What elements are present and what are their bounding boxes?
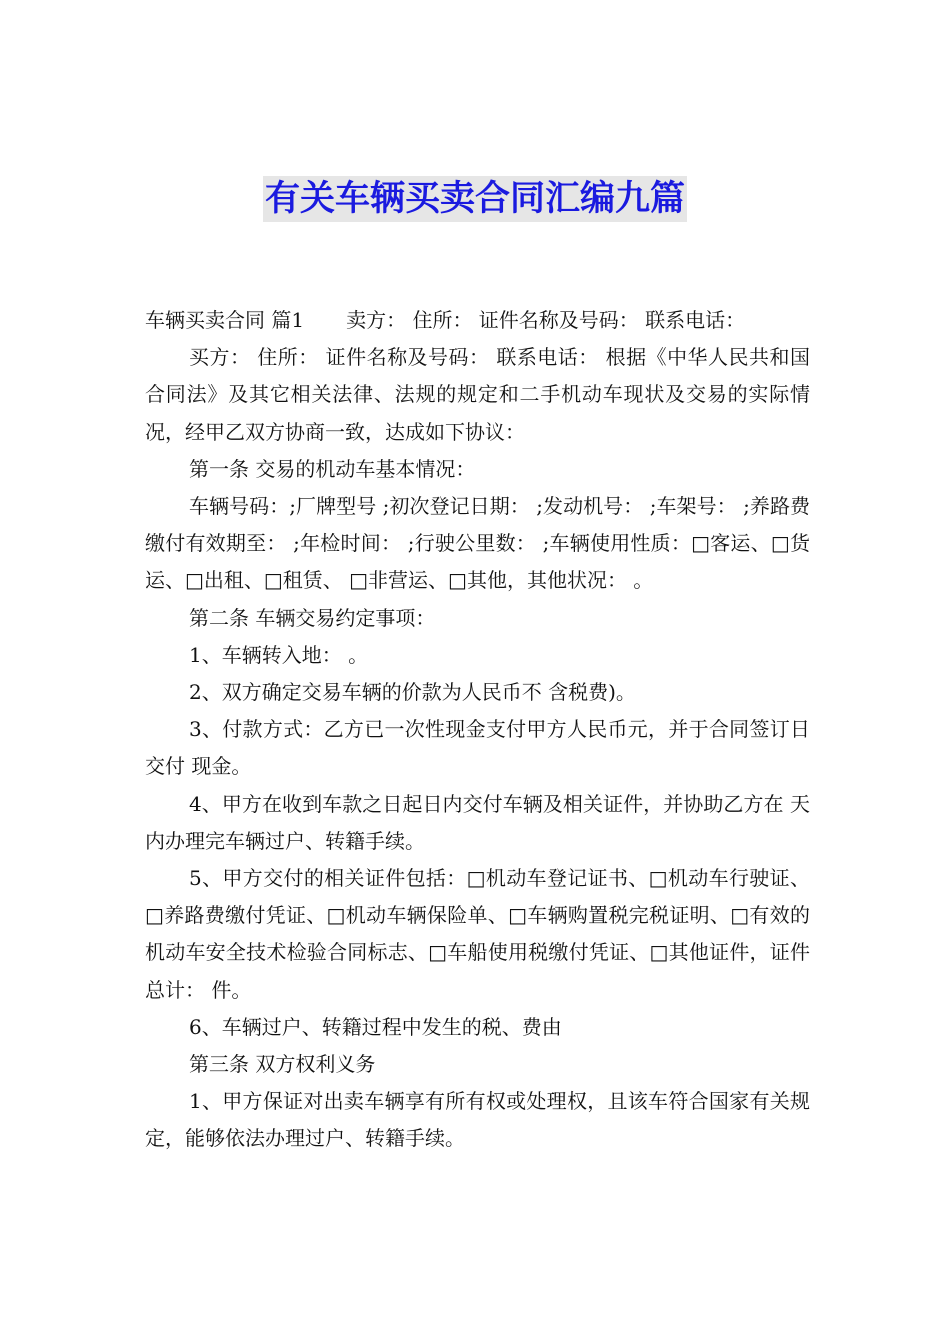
section-label: 车辆买卖合同 篇1	[145, 308, 305, 332]
document-title: 有关车辆买卖合同汇编九篇	[263, 176, 687, 222]
list-item: 3、付款方式：乙方已一次性现金支付甲方人民币元，并于合同签订日交付 现金。	[145, 717, 810, 779]
article-heading: 第三条 双方权利义务	[189, 1052, 376, 1077]
list-item: 5、甲方交付的相关证件包括：□机动车登记证书、□机动车行驶证、□养路费缴付凭证、□机动车辆保险单、□车辆购置税完税证明、□有效的机动车安全技术检验合同标志、□车船使用税缴付凭证、□其他证件，证件总计： 件。	[145, 866, 810, 1002]
document-title-wrap	[0, 176, 950, 222]
list-item: 6、车辆过户、转籍过程中发生的税、费由	[189, 1014, 562, 1039]
article-heading: 第二条 车辆交易约定事项：	[189, 605, 436, 630]
list-item: 2、双方确定交易车辆的价款为人民币不 含税费)。	[189, 680, 636, 705]
seller-info: 卖方： 住所： 证件名称及号码： 联系电话：	[346, 308, 746, 332]
list-item: 1、甲方保证对出卖车辆享有所有权或处理权，且该车符合国家有关规定，能够依法办理过户、转籍手续。	[145, 1089, 810, 1151]
paragraph: 车辆号码：;厂牌型号 ;初次登记日期： ;发动机号： ;车架号： ;养路费缴付有效期至： ;年检时间： ;行驶公里数： ;车辆使用性质：□客运、□货运、□出租、□租赁、 □非营运、□其他，其他状况： 。	[145, 494, 810, 593]
list-item: 1、车辆转入地： 。	[189, 642, 369, 667]
contract-heading-line	[145, 302, 810, 339]
article-heading: 第一条 交易的机动车基本情况：	[189, 456, 476, 481]
contract-body	[145, 302, 810, 1158]
list-item: 4、甲方在收到车款之日起日内交付车辆及相关证件，并协助乙方在 天内办理完车辆过户、转籍手续。	[145, 791, 810, 853]
paragraph: 买方： 住所： 证件名称及号码： 联系电话： 根据《中华人民共和国合同法》及其它相关法律、法规的规定和二手机动车现状及交易的实际情况，经甲乙双方协商一致，达成如下协议：	[145, 345, 810, 444]
